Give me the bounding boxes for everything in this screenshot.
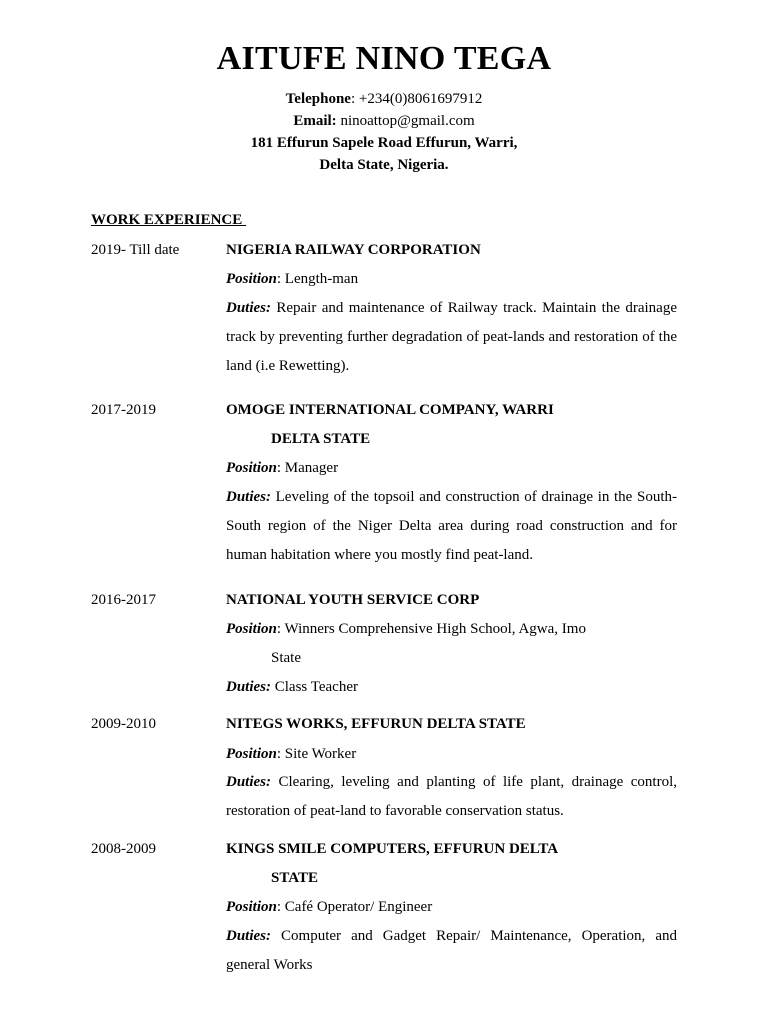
duties-label: Duties: xyxy=(226,489,271,505)
duties-label: Duties: xyxy=(226,928,271,944)
job-position xyxy=(226,460,338,477)
job-company: KINGS SMILE COMPUTERS, EFFURUN DELTA xyxy=(226,841,559,857)
position-label: Position xyxy=(226,621,277,637)
job-company-line-2: DELTA STATE xyxy=(271,431,371,447)
email-value: ninoattop@gmail.com xyxy=(336,113,475,129)
job-date: 2009-2010 xyxy=(91,716,156,732)
position-value: : Site Worker xyxy=(276,746,357,762)
position-label: Position xyxy=(226,271,277,287)
telephone-label: Telephone xyxy=(285,91,351,107)
position-value: : Café Operator/ Engineer xyxy=(276,899,433,915)
job-duties xyxy=(226,483,677,570)
job-position xyxy=(226,271,358,288)
duties-value: Leveling of the topsoil and construction of drainage in the South-South region of the Niger Delta area during road construction and for human habitation where you mostly find peat-land. xyxy=(226,489,677,563)
duties-label: Duties: xyxy=(226,300,271,316)
section-title-work-experience: WORK EXPERIENCE xyxy=(91,212,247,228)
email-line xyxy=(0,110,768,132)
job-duties xyxy=(226,294,677,381)
job-date: 2016-2017 xyxy=(91,592,156,608)
job-date: 2019- Till date xyxy=(91,242,180,258)
telephone-line xyxy=(0,88,768,110)
job-position xyxy=(226,899,432,916)
job-position-line-2: State xyxy=(271,650,301,666)
position-value: : Manager xyxy=(276,460,339,476)
duties-label: Duties: xyxy=(226,679,271,695)
address-line-2: Delta State, Nigeria. xyxy=(319,157,449,173)
job-duties xyxy=(226,768,677,826)
job-duties xyxy=(226,679,358,696)
job-company: OMOGE INTERNATIONAL COMPANY, WARRI xyxy=(226,402,554,418)
job-position xyxy=(226,621,586,638)
candidate-name: AITUFE NINO TEGA xyxy=(216,40,552,77)
position-label: Position xyxy=(226,460,277,476)
position-value: : Length-man xyxy=(276,271,359,287)
duties-value: Computer and Gadget Repair/ Maintenance, Operation, and general Works xyxy=(226,928,677,973)
position-value: : Winners Comprehensive High School, Agwa, Imo xyxy=(276,621,586,637)
job-company: NATIONAL YOUTH SERVICE CORP xyxy=(226,592,480,608)
job-company: NIGERIA RAILWAY CORPORATION xyxy=(226,242,481,258)
address-line-1: 181 Effurun Sapele Road Effurun, Warri, xyxy=(250,135,518,151)
duties-label: Duties: xyxy=(226,774,271,790)
job-company-line-2: STATE xyxy=(271,870,318,886)
job-position xyxy=(226,746,356,763)
job-date: 2008-2009 xyxy=(91,841,156,857)
job-company: NITEGS WORKS, EFFURUN DELTA STATE xyxy=(226,716,526,732)
duties-value: Clearing, leveling and planting of life plant, drainage control, restoration of peat-land to favorable conservation status. xyxy=(226,774,677,819)
duties-value: Repair and maintenance of Railway track. Maintain the drainage track by preventing further degradation of peat-lands and restoration of the land (i.e Rewetting). xyxy=(226,300,677,374)
job-date: 2017-2019 xyxy=(91,402,156,418)
email-label: Email: xyxy=(293,113,337,129)
telephone-value: : +234(0)8061697912 xyxy=(350,91,483,107)
duties-value: Class Teacher xyxy=(271,679,358,695)
job-duties xyxy=(226,922,677,980)
position-label: Position xyxy=(226,746,277,762)
position-label: Position xyxy=(226,899,277,915)
